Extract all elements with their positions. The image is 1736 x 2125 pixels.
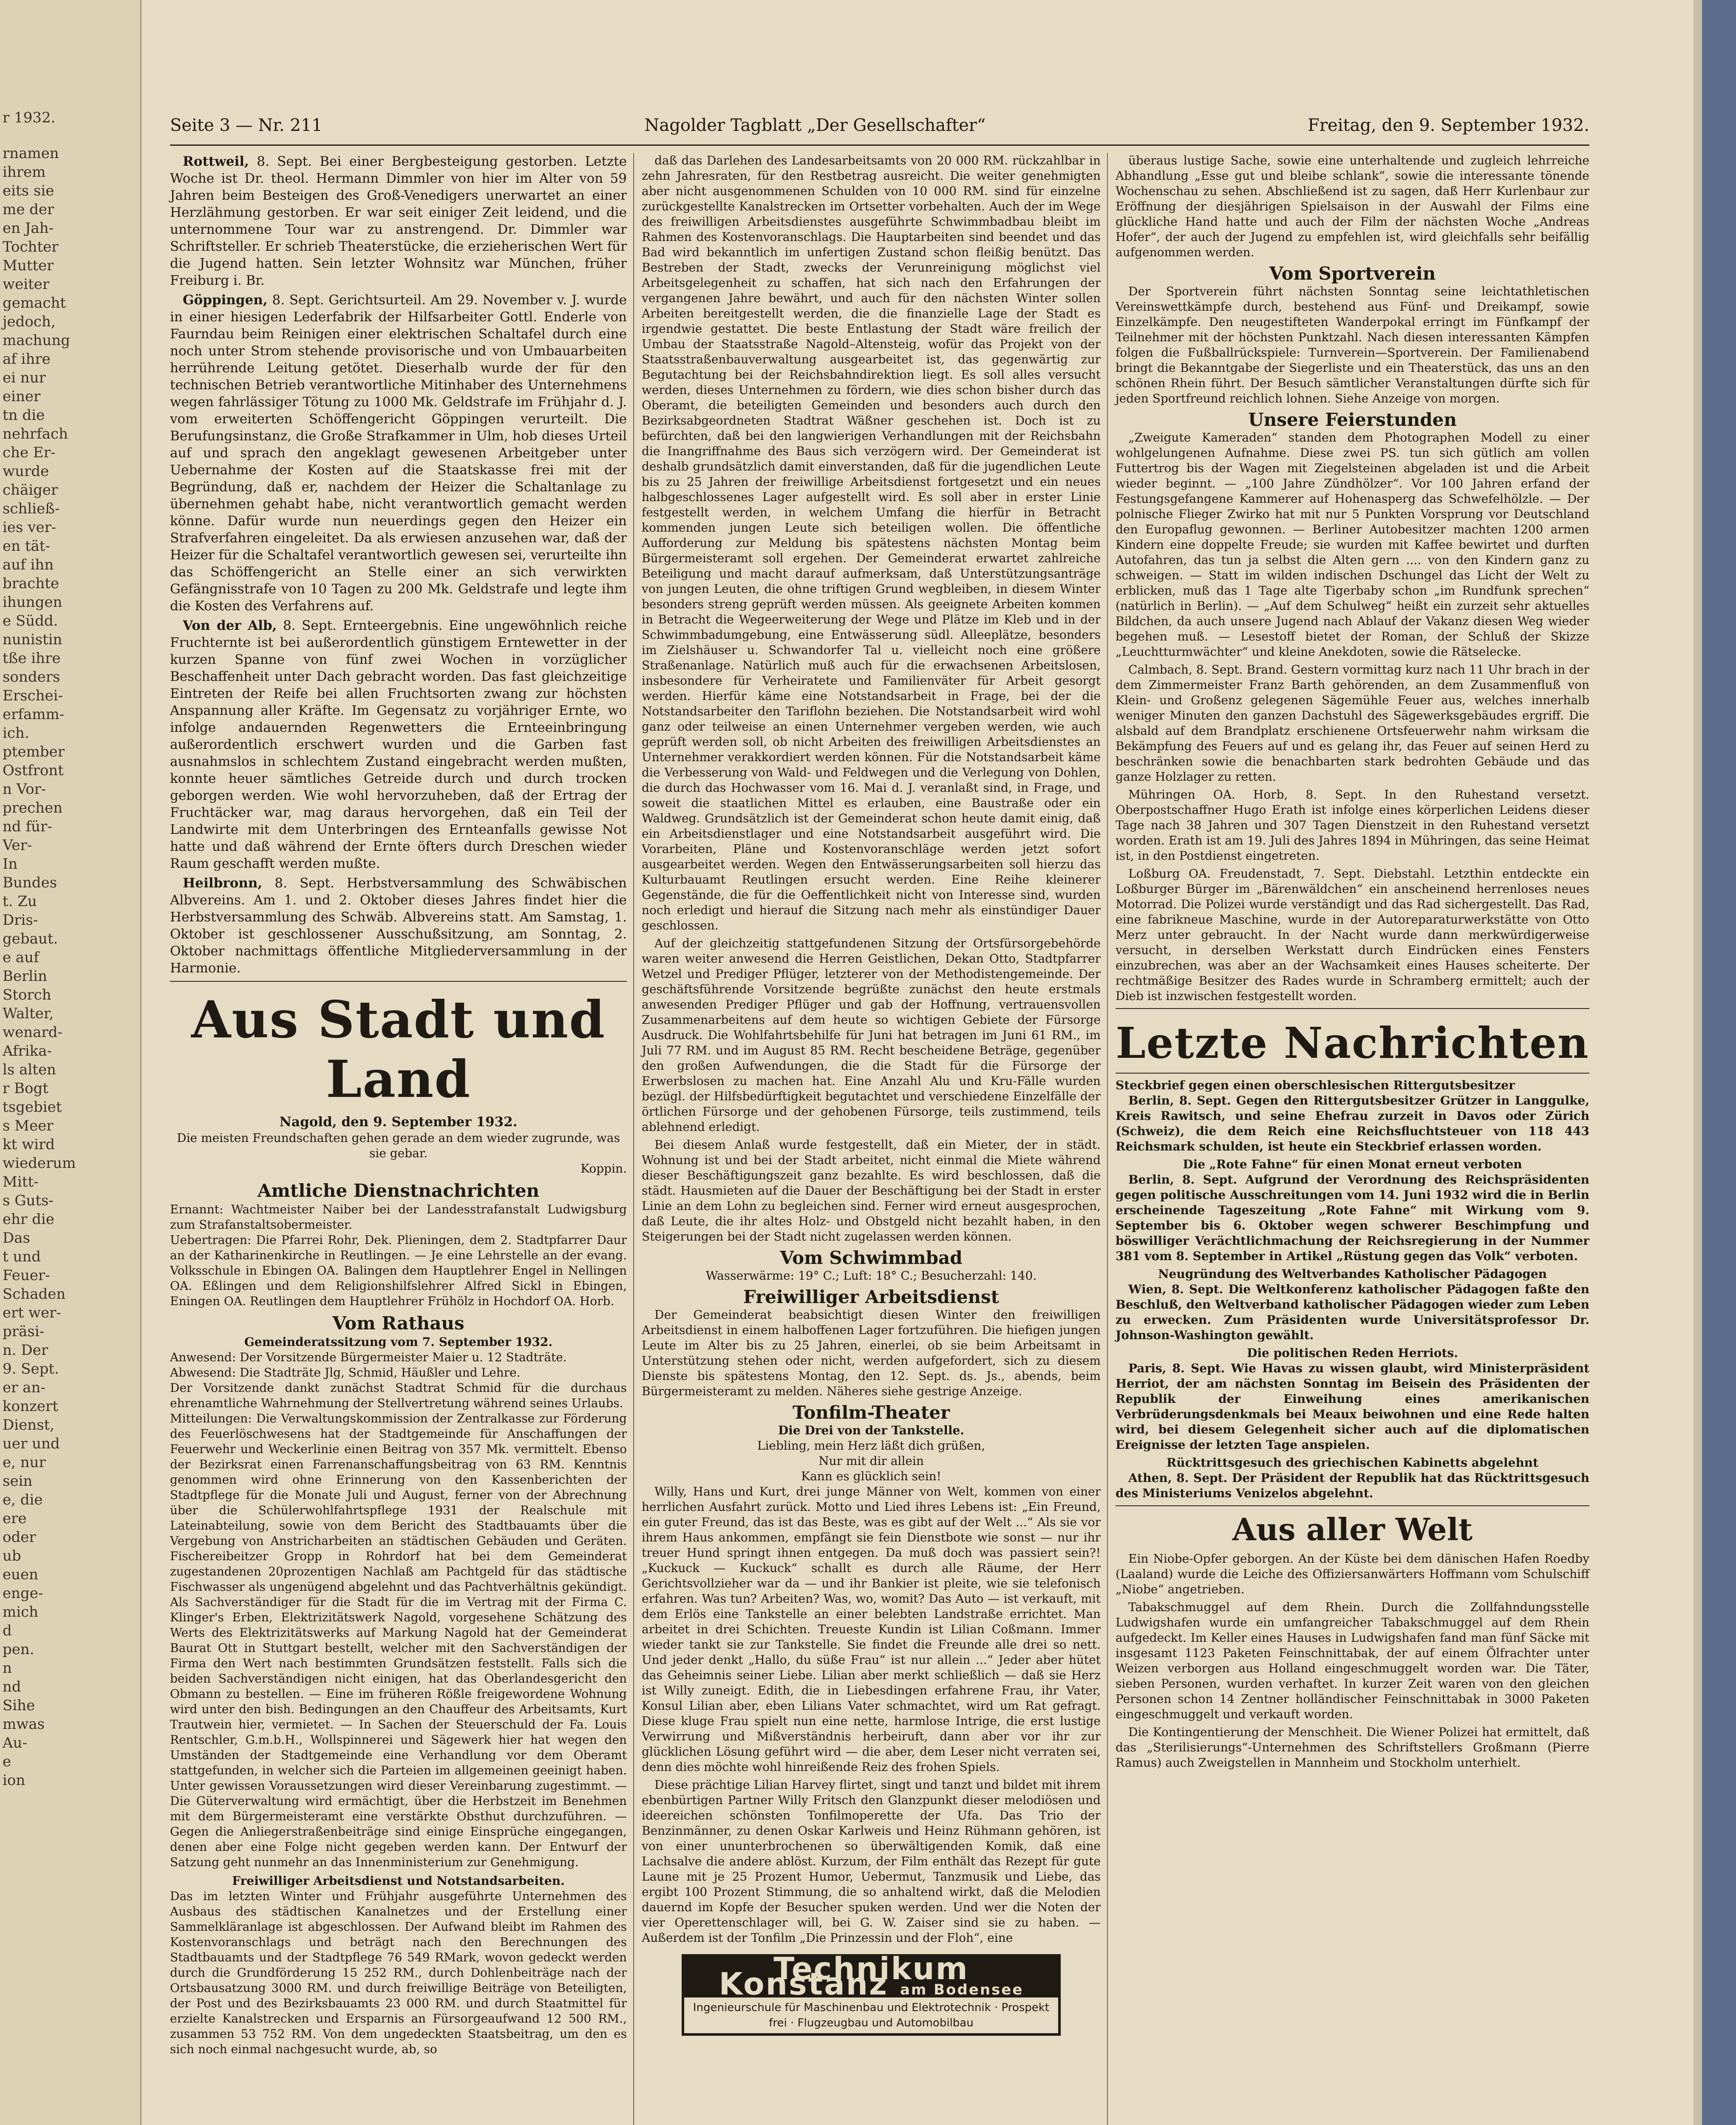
- previous-page-line: ion: [3, 1772, 25, 1789]
- previous-page-line: er an-: [3, 1379, 45, 1396]
- divider: [170, 981, 627, 982]
- previous-page-line: ich.: [3, 725, 29, 742]
- previous-page-line: präsi-: [3, 1323, 45, 1340]
- previous-page-line: Ver-: [3, 837, 32, 854]
- article-place: Heilbronn,: [183, 876, 263, 891]
- previous-page-line: nunistin: [3, 631, 62, 648]
- header-rule: [170, 144, 1589, 146]
- news-headline: Die politischen Reden Herriots.: [1247, 1346, 1458, 1360]
- column-1: [170, 153, 627, 2057]
- previous-page-line: Sihe: [3, 1697, 35, 1714]
- paragraph: Bei diesem Anlaß wurde festgestellt, daß ein Mieter, der in städt. Wohnung ist und bei der Stadt arbeitet, nicht einmal die Miete während dieser Beschäftigungszeit ganz bezahlte. Es wird beschlossen, daß die städt. Hausmieten auf die Dauer der Beschäftigung bei der Stadt in erster Linie an dem Lohn zu begleichen sind. Ferner wird erneut ausgesprochen, daß Leute, die ihr altes Holz- und Obstgeld nicht bezahlt haben, in den Steigerungen bei der Stadt nicht zugelassen werden können.: [642, 1138, 1101, 1244]
- previous-page-strip: [0, 0, 142, 2125]
- previous-page-line: Feuer-: [3, 1267, 50, 1284]
- header-date: Freitag, den 9. September 1932.: [1308, 116, 1589, 135]
- column-rule: [633, 153, 634, 2125]
- previous-page-line: Mitt-: [3, 1173, 39, 1190]
- paragraph: Abwesend: Die Stadträte Jlg, Schmid, Häußler und Lehre.: [170, 1366, 521, 1380]
- header-masthead: Nagolder Tagblatt „Der Gesellschafter“: [644, 116, 986, 135]
- previous-page-line: Au-: [3, 1734, 27, 1751]
- previous-page-line: n. Der: [3, 1342, 48, 1359]
- paragraph: Der Vorsitzende dankt zunächst Stadtrat Schmid für die durchaus ehrenamtliche Wahrnehmung der Stellvertretung während seines Urlaubs.: [170, 1381, 627, 1410]
- article-body: 8. Sept. Herbstversammlung des Schwäbischen Albvereins. Am 1. und 2. Oktober dieses Jahres findet hier die Herbstversammlung des Schwäb. Albvereins statt. Am Samstag, 1. Oktober ist geschlossener Ausschußsitzung, am Sonntag, 2. Oktober nachmittags öffentliche Mitgliederversammlung in der Harmonie.: [170, 876, 627, 976]
- section-heading: Unsere Feierstunden: [1248, 409, 1457, 430]
- previous-page-line: enge-: [3, 1585, 43, 1602]
- divider: [1116, 1008, 1589, 1009]
- previous-page-line: sonders: [3, 669, 60, 686]
- previous-page-line: e: [3, 1753, 11, 1770]
- article-body: 8. Sept. Gerichtsurteil. Am 29. November v. J. wurde in einer hiesigen Lederfabrik der Hilfsarbeiter Gottl. Enderle von Faurndau beim Reinigen einer elektrischen Schaltafel durch eine noch unter Strom stehende provisorische und von Umbauarbeiten herrührende Leitung getötet. Dieserhalb wurde der für den technischen Betrieb verantwortliche Mitinhaber des Unternehmens wegen fahrlässiger Tötung zu 1000 Mk. Geldstrafe im Frühjahr d. J. vom erweiterten Schöffengericht Göppingen verurteilt. Die Berufungsinstanz, die Große Strafkammer in Ulm, hob dieses Urteil auf und sprach den angeklagt gewesenen Arbeitgeber unter Uebernahme der Kosten auf die Staatskasse frei mit der Begründung, daß er, nachdem der Heizer die Schaltanlage zu übernehmen gehabt habe, nicht verantwortlich gemacht werden könne. Dafür wurde nun neuerdings gegen den Heizer ein Strafverfahren eingeleitet. Da als erwiesen anzusehen war, daß der Heizer für die Schaltafel verantwortlich gewesen sei, verurteilte ihn das Schöffengericht an Stelle einer an sich verwirkten Gefängnisstrafe von 10 Tagen zu 200 Mk. Geldstrafe und legte ihm die Kosten des Verfahrens auf.: [170, 292, 627, 614]
- previous-page-line: wiederum: [3, 1155, 76, 1172]
- previous-page-line: erfamm-: [3, 706, 65, 723]
- previous-page-line: ies ver-: [3, 519, 57, 536]
- paragraph: Das im letzten Winter und Frühjahr ausgeführte Unternehmen des Ausbaus des städtischen Kanalnetzes und der Erstellung einer Sammelkläranlage ist abgeschlossen. Der Aufwand bleibt im Rahmen des Kostenvoranschlags und beträgt nach den Berechnungen des Stadtbauamts und der Stadtpflege 76 549 RMark, wovon gedeckt werden durch die Grundförderung 15 252 RM., durch Dohlenbeiträge nach der Ortsbausatzung 3000 RM. und durch freiwillige Beiträge von Beteiligten, der Post und des Bezirksbauamts 23 000 RM. und durch Staatmittel für erzielte Kanalstrecken und Ersparnis an Fürsorgeaufwand 12 500 RM., zusammen 53 752 RM. Von dem ungedeckten Staatsbeitrag, um den es sich noch einmal nachgesucht wurde, ab, so: [170, 1889, 627, 2056]
- previous-page-line: ehr die: [3, 1211, 54, 1228]
- article-place: Rottweil,: [183, 154, 249, 169]
- article-alb: [170, 617, 627, 872]
- news-headline: Steckbrief gegen einen oberschlesischen Rittergutsbesitzer: [1116, 1078, 1515, 1092]
- divider: [1116, 1073, 1589, 1074]
- article-body: 8. Sept. Ernteergebnis. Eine ungewöhnlich reiche Fruchternte ist bei außerordentlich günstigem Erntewetter in der kurzen Spanne von fünf zwei Wochen in vorzüglicher Beschaffenheit unter Dach gebracht worden. Das fast gleichzeitige Eintreten der Reife bei allen Fruchtsorten zwang zur höchsten Anspannung aller Kräfte. Im Gegensatz zu vorjähriger Ernte, wo infolge andauernden Regenwetters die Ernteeinbringung außerordentlich erschwert wurden und die Garben fast ausnahmslos in schlechtem Zustand eingebracht werden mußten, konnte heuer sämtliches Getreide durch und durch trocken geborgen werden. Wie wohl hervorzuheben, daß der Ertrag der Fruchtäcker war, mag daraus hervorgehen, daß ein Teil der Landwirte mit dem Unterbringen des Ernteanfalls gewisse Not hatte und daß während der Ernte öfters durch Dreschen wieder Raum geschafft werden mußte.: [170, 618, 627, 871]
- previous-page-line: prechen: [3, 799, 63, 816]
- section-banner: Aus Stadt und Land: [191, 990, 606, 1109]
- previous-page-line: sein: [3, 1473, 33, 1490]
- book-binding: [1702, 0, 1736, 2125]
- previous-page-line: weiter: [3, 276, 50, 293]
- previous-page-header: r 1932.: [3, 109, 56, 126]
- previous-page-line: t und: [3, 1248, 41, 1265]
- section-heading: Freiwilliger Arbeitsdienst: [743, 1286, 1000, 1307]
- previous-page-line: pen.: [3, 1641, 34, 1658]
- previous-page-line: Berlin: [3, 968, 48, 985]
- subheading: Freiwilliger Arbeitsdienst und Notstandsarbeiten.: [232, 1874, 565, 1888]
- section-banner: Letzte Nachrichten: [1116, 1018, 1589, 1068]
- news-body: Athen, 8. Sept. Der Präsident der Republik hat das Rücktrittsgesuch des Ministeriums Venizelos abgelehnt.: [1116, 1471, 1589, 1500]
- previous-page-line: r Bogt: [3, 1080, 48, 1097]
- article-calmbach: Calmbach, 8. Sept. Brand. Gestern vormittag kurz nach 11 Uhr brach in der dem Zimmermeister Franz Barth gehörenden, an dem Zusammenfluß von Klein- und Großenz gelegenen Sägemühle Feuer aus, welches innerhalb weniger Minuten den ganzen Dachstuhl des Sägewerksgebäudes ergriff. Die alsbald auf dem Brandplatz erschienene Ortsfeuerwehr nahm wirksam die Bekämpfung des Feuers auf und es gelang ihr, das Feuer auf seinen Herd zu beschränken sowie die benachbarten stark bedrohten Gebäude und das ganze Holzlager zu retten.: [1116, 663, 1589, 784]
- previous-page-line: Storch: [3, 986, 51, 1003]
- previous-page-line: ihrem: [3, 164, 46, 181]
- previous-page-line: e, die: [3, 1491, 43, 1508]
- previous-page-snippets: [0, 144, 140, 1790]
- paragraph: Mitteilungen: Die Verwaltungskommission der Zentralkasse zur Förderung des Feuerlöschwesens hat der Stadtgemeinde für Anschaffungen der Feuerwehr und Weckerlinie einen Beitrag von 357 Mk. vermittelt. Ebenso der Bezirksrat einen Farrenanschaffungsbeitrag von 63 RM. Kenntnis genommen wird ohne Erinnerung von den Kassenberichten der Stadtpflege für die Monate Juli und August, ferner von der Abrechnung über die Schülerwohlfahrtspflege 1931 der Realschule mit Lateinabteilung, sowie von dem Bericht des Stadtbauamts über die Vergebung von Anstricharbeiten an städtischen Gebäuden und Geräten. Fischereibeitzer Gropp in Rohrdorf hat bei dem Gemeinderat zugestandenen 20prozentigen Nachlaß am Pachtgeld für das städtische Fischwasser als ungenügend abgelehnt und das Pachtverhältnis gekündigt. Als Sachverständiger für die Stadt für die im Vertrag mit der Firma C. Klinger's Erben, Elektrizitätswerk Nagold, vorgesehene Schätzung des Werts des Elektrizitätswerks auf Markung Nagold hat der Gemeinderat Baurat Ott in Stuttgart bestellt, welcher mit den Sachverständigen der Firma den Wert nach bestimmten Grundsätzen feststellt. Falls sich die beiden Sachverständigen nicht einigen, hat das Oberlandesgericht den Obmann zu bestellen. — Eine im früheren Rößle freigewordene Wohnung wird unter den bish. Bedingungen an den Chauffeur des Arbeitsamts, Kurt Trautwein hier, vermietet. — In Sachen der Steuerschuld der Fa. Louis Rentschler, G.m.b.H., Wollspinnerei und Sägewerk hier hat wegen den Umständen der Stadtgemeinde eine Verhandlung vor dem Oberamt stattgefunden, in welcher sich die Parteien im allgemeinen geeinigt haben. Unter gewissen Voraussetzungen wird dieser Vereinbarung zugestimmt. — Die Güterverwaltung wird ermächtigt, über die Herbstzeit im Benehmen mit dem Bürgermeisteramt eine verstärkte Obsthut durchzuführen. — Gegen die Anliegerstraßenbeiträge sind einige Einsprüche eingegangen, denen aber eine Folge nicht gegeben werden kann. Der Entwurf der Satzung geht nunmehr an das Innenministerium zur Genehmigung.: [170, 1411, 627, 1869]
- previous-page-line: mwas: [3, 1716, 45, 1733]
- column-2: [642, 153, 1101, 2036]
- previous-page-line: chäiger: [3, 482, 58, 499]
- previous-page-line: euen: [3, 1566, 39, 1583]
- previous-page-line: t. Zu: [3, 893, 37, 910]
- previous-page-line: n Vor-: [3, 781, 46, 798]
- paragraph: Der Gemeinderat beabsichtigt diesen Winter den freiwilligen Arbeitsdienst in einem halboffenen Lager fortzuführen. Die hiefigen jungen Leute im Alter bis zu 25 Jahren, einerlei, ob sie beim Arbeitsamt in Unterstützung stehen oder nicht, werden aufgefordert, sich zu diesem Dienste bis spätestens Montag, den 12. Sept. ds. Js., abends, beim Bürgermeisteramt zu melden. Näheres siehe gestrige Anzeige.: [642, 1308, 1101, 1398]
- previous-page-line: nehrfach: [3, 425, 68, 442]
- verse-line: Nur mit dir allein: [818, 1454, 924, 1468]
- previous-page-line: me der: [3, 201, 54, 218]
- previous-page-line: eits sie: [3, 182, 54, 199]
- verse-line: Kann es glücklich sein!: [801, 1469, 941, 1483]
- previous-page-line: ls alten: [3, 1061, 56, 1078]
- verse-line: Liebling, mein Herz läßt dich grüßen,: [757, 1439, 986, 1453]
- quote: Die meisten Freundschaften gehen gerade an dem wieder zugrunde, was sie gebar.: [177, 1131, 620, 1160]
- previous-page-line: brachte: [3, 575, 59, 592]
- article-heilbronn: [170, 875, 627, 977]
- paragraph: Ein Niobe-Opfer geborgen. An der Küste bei dem dänischen Hafen Roedby (Laaland) wurde die Leiche des Offiziersanwärters Hoffmann vom Schulschiff „Niobe“ angetrieben.: [1116, 1552, 1589, 1596]
- paragraph: Tabakschmuggel auf dem Rhein. Durch die Zollfahndungsstelle Ludwigshafen wurde ein umfangreicher Tabakschmuggel auf dem Rhein aufgedeckt. Im Keller eines Hauses in Ludwigshafen fand man fünf Säcke mit insgesamt 1123 Paketen Feinschnittabak, der auf einem Ölfrachter unter Weizen verborgen aus Holland eingeschmuggelt worden war. Die Täter, sieben Personen, wurden verhaftet. In kurzer Zeit waren von den gleichen Personen schon 14 Zentner holländischer Feinschnittabak in 3000 Paketen eingeschmuggelt und verkauft worden.: [1116, 1600, 1589, 1721]
- news-headline: Rücktrittsgesuch des griechischen Kabinetts abgelehnt: [1167, 1456, 1538, 1470]
- news-body: Paris, 8. Sept. Wie Havas zu wissen glaubt, wird Ministerpräsident Herriot, der am nächsten Sonntag im Beisein des Präsidenten der Republik der Einweihung eines amerikanischen Verbrüderungsdenkmals bei Meaux beiwohnen und eine Rede halten wird, bei diesem Gelegenheit sicher auch auf die diplomatischen Ereignisse der letzten Tage anspielen.: [1116, 1361, 1589, 1452]
- previous-page-line: Dris-: [3, 912, 38, 929]
- article-place: Göppingen,: [183, 292, 268, 308]
- ad-title: Technikum Konstanz: [719, 1951, 969, 2002]
- previous-page-line: Dienst,: [3, 1417, 55, 1434]
- ad-subtitle: am Bodensee: [900, 1981, 1024, 1998]
- previous-page-line: ere: [3, 1510, 27, 1527]
- previous-page-line: Erschei-: [3, 687, 63, 704]
- subheading: Gemeinderatssitzung vom 7. September 1932.: [244, 1335, 553, 1349]
- previous-page-line: In: [3, 856, 18, 873]
- section-banner: Aus aller Welt: [1232, 1511, 1473, 1547]
- column-3: [1116, 153, 1589, 1773]
- previous-page-line: ptember: [3, 743, 65, 760]
- previous-page-line: en tät-: [3, 538, 50, 555]
- previous-page-line: s Guts-: [3, 1192, 54, 1209]
- notice: Ernannt: Wachtmeister Naiber bei der Landesstrafanstalt Ludwigsburg zum Strafanstaltsobermeister.: [170, 1202, 627, 1232]
- section-heading: Tonfilm-Theater: [792, 1402, 950, 1423]
- previous-page-line: tn die: [3, 407, 45, 424]
- section-heading: Vom Sportverein: [1269, 263, 1436, 284]
- divider: [1116, 1505, 1589, 1506]
- previous-page-line: Walter,: [3, 1005, 54, 1022]
- paragraph: Anwesend: Der Vorsitzende Bürgermeister Maier u. 12 Stadträte.: [170, 1350, 567, 1364]
- column-rule: [1107, 153, 1108, 2125]
- previous-page-line: Tochter: [3, 238, 59, 255]
- previous-page-line: uer und: [3, 1435, 60, 1452]
- previous-page-line: s Meer: [3, 1117, 54, 1134]
- previous-page-line: Das: [3, 1230, 30, 1247]
- previous-page-line: oder: [3, 1529, 36, 1546]
- article-lossburg: Loßburg OA. Freudenstadt, 7. Sept. Diebstahl. Letzthin entdeckte ein Loßburger Bürger im „Bärenwäldchen“ ein anscheinend herrenloses neues Motorrad. Die Polizei wurde verständigt und das Rad sichergestellt. Das Rad, eine fabrikneue Maschine, wurde in der Autoreparaturwerkstätte von Otto Merz unter gebraucht. In der Nacht wurde dann merkwürdigerweise versucht, in derselben Werkstatt durch Eindrücken eines Fensters einzubrechen, was aber an der Wachsamkeit eines Hauses scheiterte. Der rechtmäßige Besitzer des Rades wurde in Schramberg ermittelt; auch der Dieb ist inzwischen festgestellt worden.: [1116, 867, 1589, 1003]
- previous-page-line: tsgebiet: [3, 1099, 62, 1116]
- paragraph: überaus lustige Sache, sowie eine unterhaltende und zugleich lehrreiche Abhandlung „Esse gut und bleibe schlank“, sowie die interessante tönende Wochenschau zu sehen. Abschließend ist zu sagen, daß Herr Kurlenbaur zur Eröffnung der diesjährigen Spielsaison in der Auswahl der Films eine glückliche Hand hatte und auch der Film der nächsten Woche „Andreas Hofer“, der auch der Jugend zu empfehlen ist, wird gleichfalls sehr beifällig aufgenommen werden.: [1116, 153, 1589, 259]
- previous-page-line: konzert: [3, 1398, 58, 1415]
- previous-page-line: tße ihre: [3, 650, 61, 667]
- previous-page-line: e Südd.: [3, 612, 58, 629]
- previous-page-line: Mutter: [3, 257, 54, 274]
- article-muehringen: Mühringen OA. Horb, 8. Sept. In den Ruhestand versetzt. Oberpostschaffner Hugo Erath ist infolge eines körperlichen Leidens dieser Tage nach 38 Jahren und 307 Tagen Dienstzeit in den Ruhestand versetzt worden. Erath ist am 19. Juli des Jahres 1894 in Mühringen, das seine Heimat ist, in den Postdienst eingetreten.: [1116, 788, 1589, 863]
- previous-page-line: e auf: [3, 949, 39, 966]
- previous-page-line: ihungen: [3, 594, 62, 611]
- previous-page-line: schließ-: [3, 500, 60, 517]
- previous-page-line: 9. Sept.: [3, 1360, 59, 1377]
- article-body: 8. Sept. Bei einer Bergbesteigung gestorben. Letzte Woche ist Dr. theol. Hermann Dimmler von hier im Alter von 59 Jahren beim Besteigen des Groß-Venedigers unerwartet an einer Herzlähmung gestorben. Er war seit einiger Zeit leidend, und die unternommene Tour war zu anstrengend. Dr. Dimmler war Schriftsteller. Er schrieb Theaterstücke, die erzieherischen Wert für die Jugend hatten. Sein letzter Wohnsitz war München, früher Freiburg i. Br.: [170, 154, 627, 288]
- previous-page-line: jedoch,: [3, 313, 56, 330]
- paragraph: daß das Darlehen des Landesarbeitsamts von 20 000 RM. rückzahlbar in zehn Jahresraten, für den Restbetrag ausreicht. Die weiter genehmigten aber nicht ausgenommenen Schulden von 10 000 RM. sind für einzelne zurückgestellte Kanalstrecken im Ortsetter vorbehalten. Auch der im Wege des freiwilligen Arbeitsdienstes ausgeführte Schwimmbadbau bleibt im Rahmen des Kostenvoranschlags. Die Hauptarbeiten sind beendet und das Bad wird bekanntlich im unfertigen Zustand schon fleißig benützt. Das Bestreben der Stadt, zwecks der Verunreinigung möglichst viel Arbeitsgelegenheit zu schaffen, hat sich nach den Erfahrungen der vergangenen Jahre bewährt, und auch für den nächsten Winter sollen Arbeiten bereitgestellt werden, die die finanzielle Lage der Stadt es irgendwie gestattet. Die beste Entlastung der Stadt wäre freilich der Umbau der Staatsstraße Nagold–Altensteig, wofür das Projekt von der Staatsstraßenbauverwaltung ausgearbeitet ist, das gegenwärtig zur Begutachtung bei der Reichsbahndirektion liegt. Es soll alles versucht werden, dieses Unternehmen zu fördern, wie dies schon bisher durch das Oberamt, die beteiligten Gemeinden und besonders auch durch den Bezirksabgeordneten Stadtrat Wäßner geschehen ist. Doch ist zu befürchten, daß bei den langwierigen Verhandlungen mit der Reichsbahn die Inangriffnahme des Baus sich verzögern wird. Der Gemeinderat ist deshalb grundsätzlich damit einverstanden, daß für die jugendlichen Leute bis zu 25 Jahren der freiwillige Arbeitsdienst fortgesetzt und ein neues halbgeschlossenes Lager aufgestellt wird. Es soll aber in erster Linie festgestellt werden, in welchem Umfang die hierfür in Betracht kommenden jungen Leute sich beteiligen wollen. Die öffentliche Aufforderung zur Meldung bis spätestens nächsten Montag beim Bürgermeisteramt soll ergehen. Der Gemeinderat erwartet zahlreiche Beteiligung und macht darauf aufmerksam, daß Unterstützungsanträge von jungen Leuten, die ohne triftigen Grund wegbleiben, in diesem Winter besonders streng geprüft werden müssen. Als geeignete Arbeiten kommen in Betracht die Wegeerweiterung der Wege und Plätze im Kleb und in der Schwimmbadumgebung, eine Entwässerung südl. Alleeplätze, besonders im Zielshäuser u. Schwandorfer Tal u. vielleicht noch eine größere Straßenanlage. Natürlich muß auch für die erwachsenen Arbeitslosen, insbesondere für Verheiratete und Familienväter für Arbeit gesorgt werden. Hierfür käme eine Notstandsarbeit in Frage, bei der die Notstandsarbeiter den Tariflohn beziehen. Die Notstandsarbeit wird wohl ganz oder teilweise an einen Unternehmer vergeben werden, wie auch geprüft werden soll, ob nicht Arbeiten des freiwilligen Arbeitsdienstes an Unternehmer verakkordiert werden können. Für die Notstandsarbeit käme die Verbesserung von Wald- und Feldwegen und die Verlegung von Dohlen, die durch das Hochwasser vom 16. Mai d. J. veranlaßt sind, in Frage, und soweit die staatlichen Mittel es erlauben, eine Baustraße oder ein Waldweg. Grundsätzlich ist der Gemeinderat schon heute damit einig, daß ein Arbeitsdienstlager und eine Notstandsarbeit ausgeführt wird. Die Vorarbeiten, Pläne und Kostenvoranschläge werden jetzt sofort ausgearbeitet werden. Wegen den Entwässerungsarbeiten soll hierzu das Kulturbauamt Reutlingen ersucht werden. Eine Reihe kleinerer Gegenstände, die für die Oeffentlichkeit nicht von Interesse sind, wurden noch erledigt und hierauf die Sitzung nach mehr als einstündiger Dauer geschlossen.: [642, 153, 1101, 932]
- bath-report: Wasserwärme: 19° C.; Luft: 18° C.; Besucherzahl: 140.: [705, 1269, 1037, 1283]
- previous-page-line: mich: [3, 1604, 39, 1621]
- previous-page-line: gebaut.: [3, 930, 58, 947]
- ad-details: Ingenieurschule für Maschinenbau und Elektrotechnik · Prospekt frei · Flugzeugbau und Automobilbau: [684, 1998, 1058, 2033]
- previous-page-line: rnamen: [3, 145, 59, 162]
- previous-page-line: Ostfront: [3, 762, 64, 779]
- quote-author: Koppin.: [581, 1162, 627, 1176]
- previous-page-line: Schaden: [3, 1286, 66, 1303]
- previous-page-line: nd für-: [3, 818, 52, 835]
- previous-page-line: gemacht: [3, 295, 66, 312]
- subheading: Die Drei von der Tankstelle.: [778, 1423, 965, 1437]
- previous-page-line: kt wird: [3, 1136, 55, 1153]
- article-rottweil: [170, 153, 627, 289]
- previous-page-line: einer: [3, 388, 41, 405]
- section-heading: Amtliche Dienstnachrichten: [257, 1180, 540, 1201]
- previous-page-line: ert wer-: [3, 1304, 61, 1321]
- previous-page-line: machung: [3, 332, 71, 349]
- article-place: Von der Alb,: [183, 618, 277, 633]
- page-edge: [1694, 0, 1702, 2125]
- previous-page-line: wenard-: [3, 1024, 62, 1041]
- news-body: Berlin, 8. Sept. Aufgrund der Verordnung des Reichspräsidenten gegen politische Ausschreitungen vom 14. Juni 1932 wird die in Berlin erscheinende Tageszeitung „Rote Fahne“ mit Wirkung vom 9. September bis 6. Oktober wegen schwerer Beschimpfung und böswilliger Verächtlichmachung der Reichsregierung in der Nummer 381 vom 8. September in Artikel „Rüstung gegen das Volk“ verboten.: [1116, 1173, 1589, 1263]
- previous-page-line: wurde: [3, 463, 49, 480]
- previous-page-line: n: [3, 1660, 12, 1677]
- page-header: [170, 108, 1589, 142]
- paragraph: Die Kontingentierung der Menschheit. Die Wiener Polizei hat ermittelt, daß das „Sterilisierungs“-Unternehmen des Schriftstellers Großmann (Pierre Ramus) auch Zweigstellen in Mannheim und Stockholm unterhielt.: [1116, 1725, 1589, 1770]
- paragraph: Auf der gleichzeitig stattgefundenen Sitzung der Ortsfürsorgebehörde waren weiter anwesend die Herren Geistlichen, Dekan Otto, Stadtpfarrer Wetzel und Prediger Pflüger, letzterer von der Methodistengemeinde. Der geschäftsführende Vorsitzende begrüßte zunächst den heute erstmals anwesenden Prediger Pflüger und gab der Hoffnung, vertrauensvollen Zusammenarbeitens auf dem heute so wichtigen Gebiete der Fürsorge Ausdruck. Die Wohlfahrtsbehilfe für Juni hat betragen im Juni 61 RM., im Juli 77 RM. und im August 85 RM. Recht bescheidene Beträge, gegenüber den großen Aufwendungen, die die Stadt für die Fürsorge der Erwerbslosen zu machen hat. Eine Anzahl Alu und Kru-Fälle wurden bezügl. der Hilfsbedürftigkeit begutachtet und verschiedene Einzelfälle der örtlichen Fürsorge und der gehobenen Fürsorge, teils zustimmend, teils ablehnend erledigt.: [642, 936, 1101, 1134]
- news-headline: Die „Rote Fahne“ für einen Monat erneut verboten: [1183, 1157, 1522, 1171]
- previous-page-line: ei nur: [3, 369, 46, 386]
- previous-page-line: ub: [3, 1547, 21, 1564]
- previous-page-line: d: [3, 1622, 12, 1639]
- news-body: Wien, 8. Sept. Die Weltkonferenz katholischer Pädagogen faßte den Beschluß, den Weltverband katholischer Pädagogen wieder zum Leben zu erwecken. Zum Präsidenten wurde Universitätsprofessor Dr. Johnson-Washington gewählt.: [1116, 1282, 1589, 1342]
- paragraph: Diese prächtige Lilian Harvey flirtet, singt und tanzt und bildet mit ihrem ebenbürtigen Partner Willy Fritsch den Glanzpunkt dieser melodiösen und ideereichen schönsten Tonfilmoperette der Ufa. Das Trio der Benzinmänner, zu denen Oskar Karlweis und Heinz Rühmann gehören, ist von einer ununterbrochenen so überwältigenden Komik, daß eine Lachsalve die andere ablöst. Kurzum, der Film enthält das Rezept für gute Laune mit je 25 Prozent Humor, Uebermut, Tanzmusik und Liebe, das ergibt 100 Prozent Stimmung, die so anhaltend wirkt, daß die Melodien dauernd im Kopfe der Besucher spuken werden. Und wer die Noten der vier Operettenschlager will, bei G. W. Zaiser sind sie zu haben. — Außerdem ist der Tonfilm „Die Prinzessin und der Floh“, eine: [642, 1778, 1101, 1945]
- previous-page-line: Bundes: [3, 874, 57, 891]
- section-heading: Vom Schwimmbad: [780, 1247, 963, 1268]
- dateline: Nagold, den 9. September 1932.: [279, 1114, 518, 1130]
- news-headline: Neugründung des Weltverbandes Katholischer Pädagogen: [1158, 1267, 1547, 1281]
- previous-page-line: che Er-: [3, 444, 56, 461]
- paragraph: Willy, Hans und Kurt, drei junge Männer von Welt, kommen von einer herrlichen Ausfahrt zurück. Motto und Lied ihres Lebens ist: „Ein Freund, ein guter Freund, das ist das Beste, was es gibt auf der Welt ...“ Als sie vor ihrem Haus ankommen, empfängt sie fein Dienstbote wie sonst — nur ihr treuer Hund springt ihnen entgegen. Da muß doch was passiert sein?! „Kuckuck — Kuckuck“ schallt es durch alle Räume, der Herr Gerichtsvollzieher war da — und ihr Bankier ist pleite, wie sie telefonisch erfahren. Was tun? Arbeiten? Was, wo, womit? Das Auto — ist verkauft, mit dem Erlös eine Tankstelle an einer belebten Landstraße errichtet. Man arbeitet in drei Schichten. Treueste Kundin ist Lilian Coßmann. Immer wieder tankt sie zur Tankstelle. Sie findet die Freunde alle drei so nett. Und jeder denkt „Hallo, du süße Frau“ ist nur allein ...“ Jeder aber hütet das Geheimnis seiner Liebe. Lilian aber merkt schließlich — daß sie Herz ist Willy zuneigt. Edith, die in Liebesdingen erfahrene Frau, ihr Vater, Konsul Lilian aber, eben Lilians Vater schmachtet, wird um Rat gefragt. Diese kluge Frau spielt nun eine nette, harmlose Intrige, die erst lustige Verwirrung und Mißverständnis herbeiruft, dann aber vor ihr zur glücklichen Lösung geführt wird — die aber, dem Leser nicht verraten sei, denn dies möchte wohl hinreißende Reiz des frohen Spiels.: [642, 1485, 1101, 1774]
- notice: Uebertragen: Die Pfarrei Rohr, Dek. Plieningen, dem 2. Stadtpfarrer Daur an der Katharinenkirche in Reutlingen. — Je eine Lehrstelle an der evang. Volksschule in Ebingen OA. Balingen dem Hauptlehrer Engel in Nellingen OA. Eßlingen und dem Religionshilfslehrer Alfred Sickl in Ebingen, Eningen OA. Reutlingen dem Hauptlehrer Frühölz in Hochdorf OA. Horb.: [170, 1233, 627, 1308]
- previous-page-line: af ihre: [3, 351, 51, 368]
- section-heading: Vom Rathaus: [332, 1313, 464, 1334]
- advertisement: [682, 1951, 1061, 2036]
- news-body: Berlin, 8. Sept. Gegen den Rittergutsbesitzer Grützer in Langgulke, Kreis Rawitsch, und seine Ehefrau zurzeit in Davos oder Zürich (Schweiz), die dem Reich eine Reichsfluchtsteuer von 118 443 Reichsmark schulden, ist heute ein Steckbrief erlassen worden.: [1116, 1094, 1589, 1153]
- header-page-number: Seite 3 — Nr. 211: [170, 116, 323, 135]
- previous-page-line: Afrika-: [3, 1043, 52, 1060]
- previous-page-line: e, nur: [3, 1454, 46, 1471]
- article-goeppingen: [170, 292, 627, 615]
- paragraph: „Zweigute Kameraden“ standen dem Photographen Modell zu einer wohlgelungenen Aufnahme. Diese zwei PS. tun sich gütlich am vollen Futtertrog bis der Wagen mit Ziegelsteinen abgeladen ist und die Arbeit wieder beginnt. — „100 Jahre Zündhölzer“. Vor 100 Jahren erfand der Festungsgefangene Kammerer auf Hohenasperg das Schwefelhölzle. — Der polnische Flieger Zwirko hat mit nur 5 Punkten Vorsprung vor Deutschland den Europaflug gewonnen. — Berliner Autobesitzer machten 1200 armen Kindern eine doppelte Freude; sie wurden mit Kaffee bewirtet und durften Autofahren, das tun ja selbst die Alten gern .... von den Kindern ganz zu schweigen. — Statt im wilden indischen Dschungel das Licht der Welt zu erblicken, muß das 1 Tage alte Tigerbaby schon „im Rundfunk sprechen“ (natürlich in Berlin). — „Auf dem Schulweg“ heißt ein zurzeit sehr aktuelles Bildchen, da auch unsere Jugend nach Ablauf der Vakanz diesen Weg wieder begehen muß. — Lesestoff bietet der Roman, der Schluß der Skizze „Leuchtturmwächter“ und kleine Anekdoten, sowie die Rätselecke.: [1116, 431, 1589, 659]
- paragraph: Der Sportverein führt nächsten Sonntag seine leichtathletischen Vereinswettkämpfe durch, bestehend aus Fünf- und Dreikampf, sowie Einzelkämpfe. Den neugestifteten Wanderpokal erringt im Fünfkampf der Teilnehmer mit der höchsten Punktzahl. Nach diesen interessanten Kämpfen folgen die Fußballrückspiele: Turnverein—Sportverein. Der Familienabend bringt die Bekanntgabe der Siegerliste und ein Theaterstück, das uns an den schönen Rhein führt. Der Besuch sämtlicher Veranstaltungen dürfte sich für jeden Sportfreund reichlich lohnen. Siehe Anzeige von morgen.: [1116, 284, 1589, 405]
- previous-page-line: en Jah-: [3, 220, 54, 237]
- previous-page-line: nd: [3, 1678, 21, 1695]
- previous-page-line: auf ihn: [3, 556, 54, 573]
